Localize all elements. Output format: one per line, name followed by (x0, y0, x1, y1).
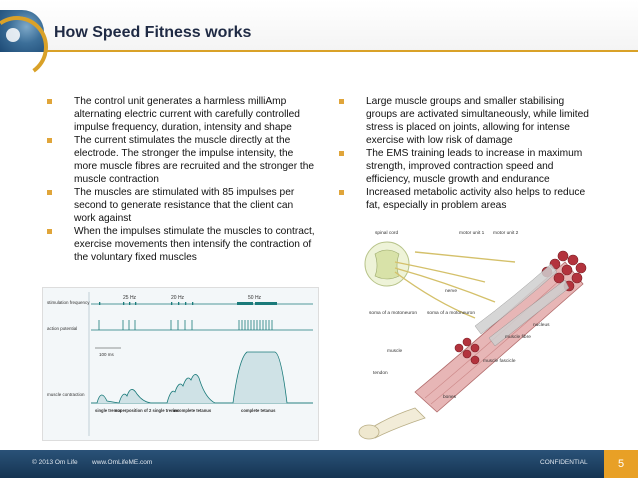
slide-footer (0, 450, 638, 478)
bullet-item (330, 186, 592, 212)
label-bones: bones (443, 395, 457, 400)
bullet-square-icon (339, 99, 344, 104)
label-nucleus: nucleus (533, 323, 550, 328)
label-muscle: muscle (387, 349, 403, 354)
freq-label-25: 25 Hz (123, 295, 137, 301)
bullet-square-icon (47, 229, 52, 234)
label-muscle-fascicle: muscle fascicle (483, 359, 516, 364)
bullet-square-icon (339, 190, 344, 195)
phase-label-incomplete: incomplete tetanus (173, 408, 212, 413)
stimulation-signal-figure (42, 287, 319, 441)
bullet-item (38, 186, 316, 225)
bullet-text: Large muscle groups and smaller stabilising groups are activated simultaneously, while limited stress is placed on joints, allowing for intense exercise with low risk of damage (366, 96, 589, 146)
phase-label-single: single tremor (95, 408, 122, 413)
bullet-item (38, 95, 316, 134)
muscle-anatomy-figure (355, 222, 595, 440)
label-motor-unit-2: motor unit 2 (493, 231, 519, 236)
phase-label-superposition: superposition of 2 single tremor (115, 408, 179, 413)
label-soma-2: soma of a motoneuron (427, 311, 475, 316)
row-label-action: action potential (47, 326, 78, 331)
bullet-square-icon (47, 138, 52, 143)
signal-diagram (43, 288, 318, 440)
bullet-item (330, 95, 592, 147)
left-bullet-column (38, 95, 316, 264)
label-nerve: nerve (445, 289, 457, 294)
slide-title: How Speed Fitness works (54, 24, 252, 41)
label-tendon: tendon (373, 371, 388, 376)
brand-logo-icon (0, 10, 44, 52)
row-label-contraction: muscle contraction (47, 392, 85, 397)
bullet-text: The EMS training leads to increase in maximum strength, improved contraction speed and efficiency, muscle growth and endurance (366, 148, 583, 185)
freq-label-20: 20 Hz (171, 295, 185, 301)
label-muscle-fibre: muscle fibre (505, 335, 531, 340)
row-label-frequency: stimulation frequency (47, 300, 90, 305)
bullet-square-icon (339, 151, 344, 156)
bullet-square-icon (47, 99, 52, 104)
bullet-text: Increased metabolic activity also helps to reduce fat, especially in problem areas (366, 187, 586, 211)
footer-confidential: CONFIDENTIAL (540, 459, 588, 466)
bullet-text: The muscles are stimulated with 85 impulses per second to generate resistance that the client can work against (74, 187, 295, 224)
bullet-text: The current stimulates the muscle directly at the electrode. The stronger the impulse intensity, the more muscle fibres are recruited and the stronger the muscle contraction (74, 135, 315, 185)
footer-copyright: © 2013 Om Life (32, 459, 78, 466)
footer-url: www.OmLifeME.com (92, 459, 153, 466)
freq-label-50: 50 Hz (248, 295, 262, 301)
bullet-text: When the impulses stimulate the muscles to contract, exercise movements then intensify the contraction of the voluntary fixed muscles (74, 226, 315, 263)
scale-label: 100 ms (99, 352, 114, 357)
right-bullet-column (330, 95, 592, 212)
slide-header (0, 0, 638, 56)
muscle-diagram (355, 222, 595, 440)
phase-label-complete: complete tetanus (241, 408, 276, 413)
page-number: 5 (604, 450, 638, 478)
logo-dot (6, 28, 20, 42)
label-spinal-cord: spinal cord (375, 231, 399, 236)
bullet-item (330, 147, 592, 186)
bullet-item (38, 134, 316, 186)
label-soma-1: soma of a motoneuron (369, 311, 417, 316)
bullet-square-icon (47, 190, 52, 195)
header-divider (0, 50, 638, 52)
label-motor-unit-1: motor unit 1 (459, 231, 485, 236)
bullet-text: The control unit generates a harmless milliAmp alternating electric current with carefully controlled impulse frequency, duration, intensity and shape (74, 96, 300, 133)
bullet-item (38, 225, 316, 264)
footer-bar (0, 450, 604, 478)
